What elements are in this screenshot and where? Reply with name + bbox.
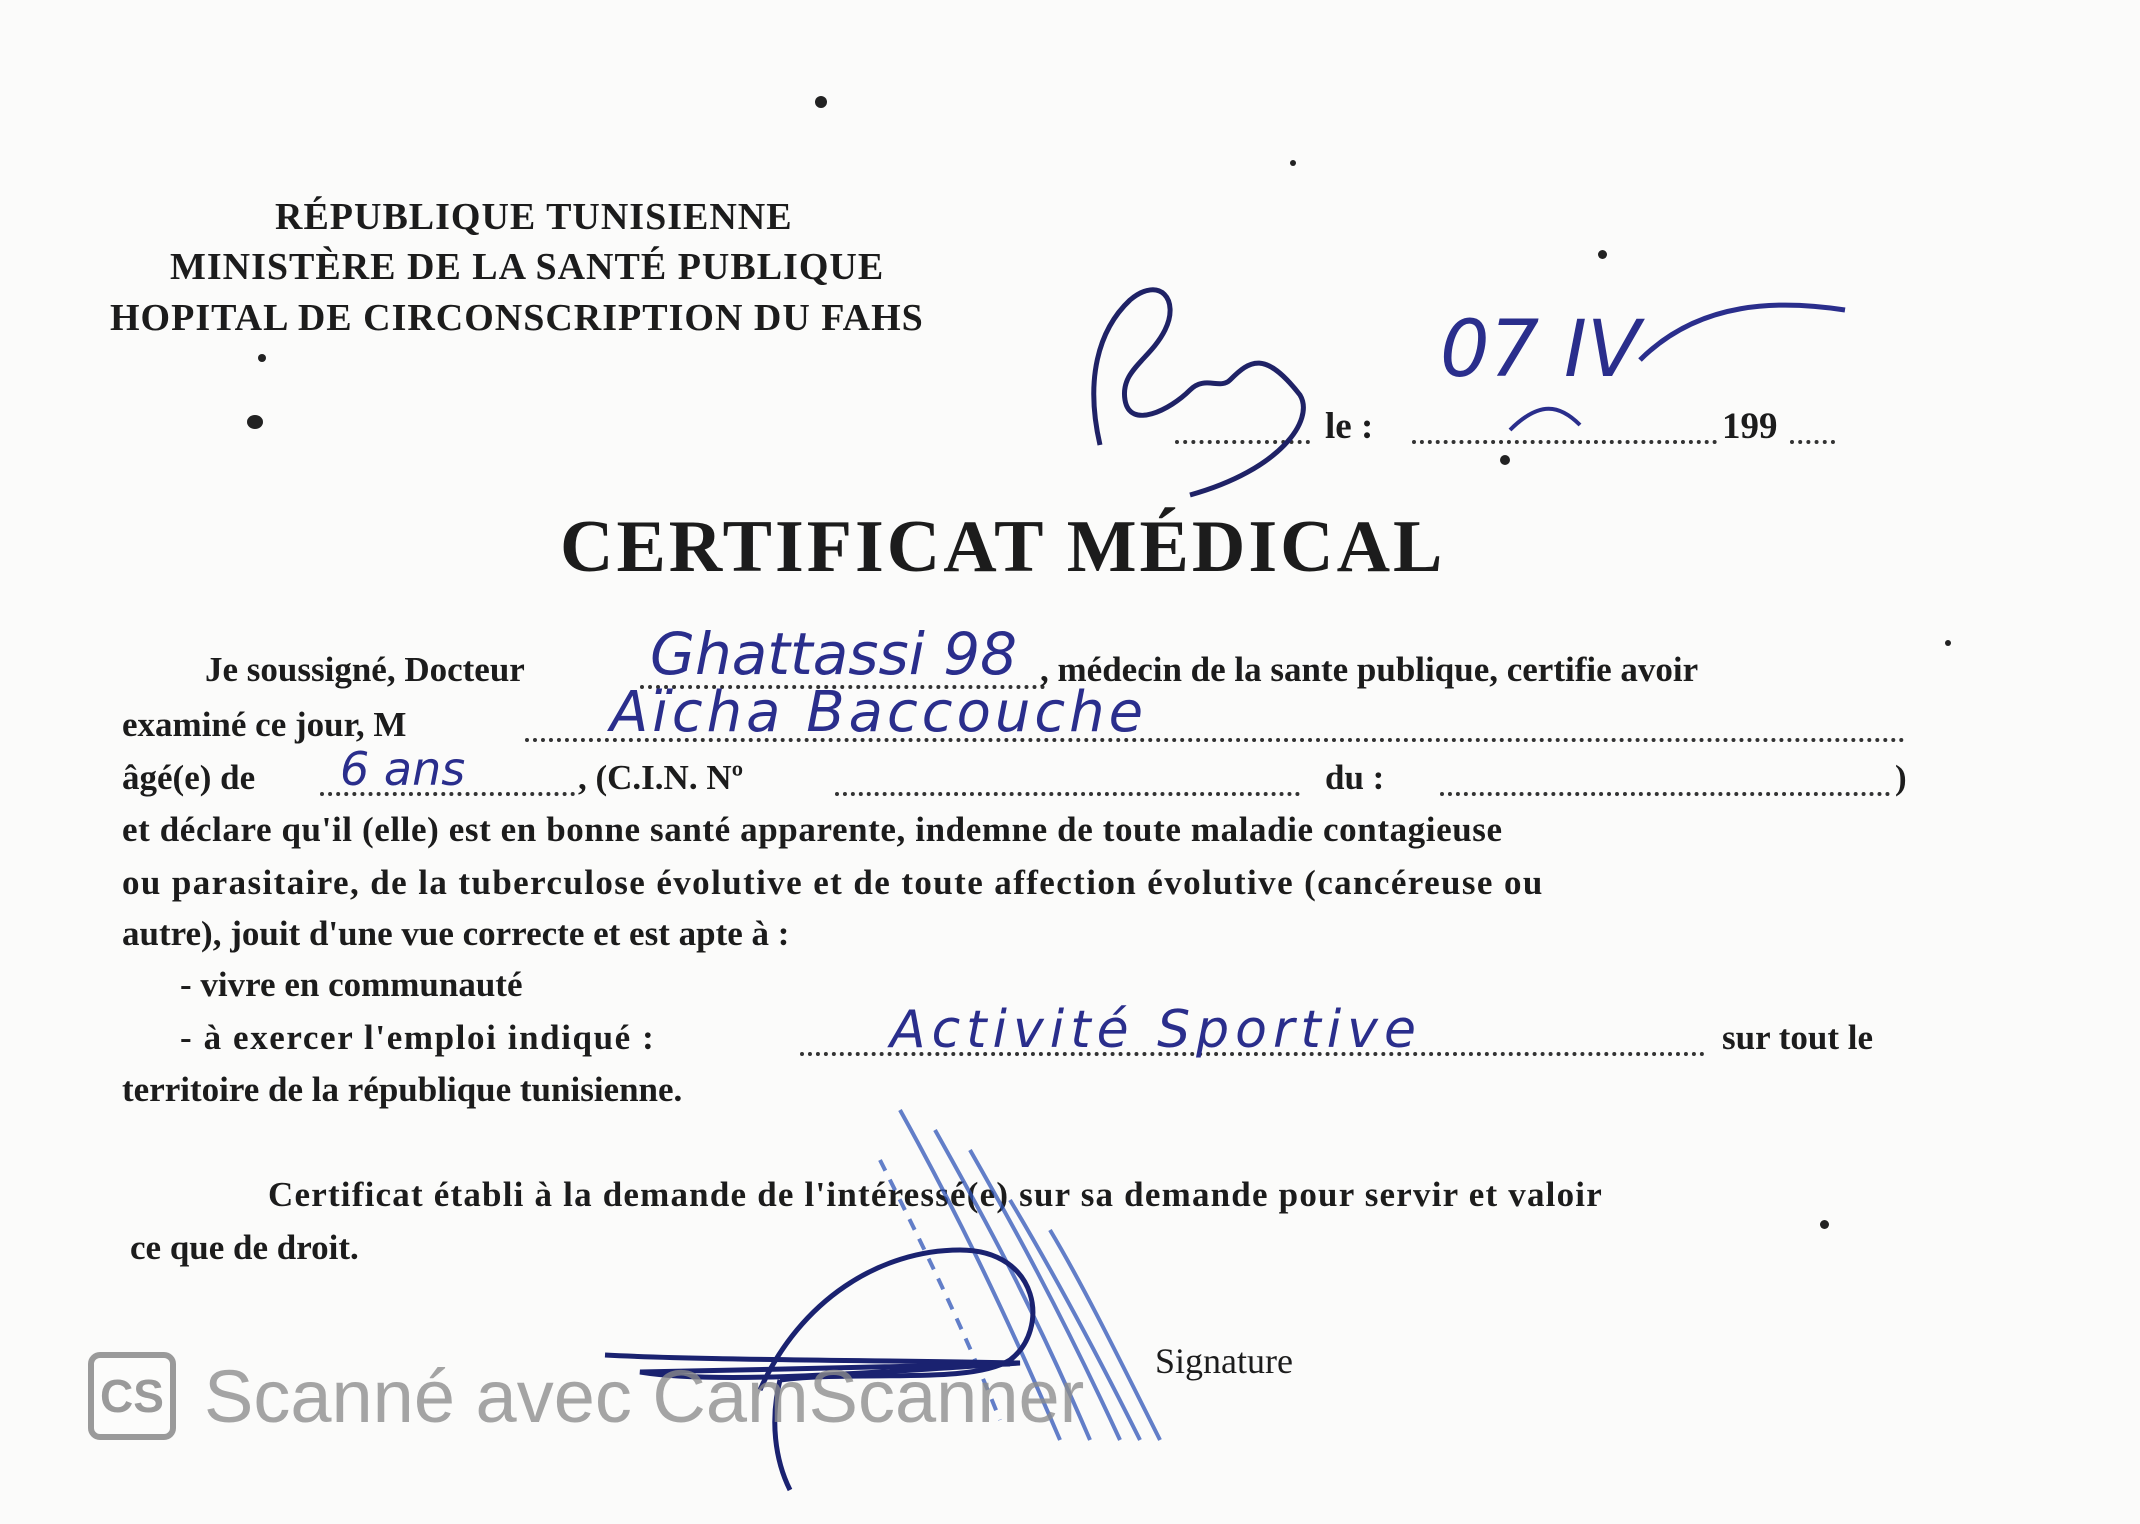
doctor-label: Je soussigné, Docteur [205, 650, 525, 689]
cin-date-label: du : [1325, 758, 1385, 797]
signature-label: Signature [1155, 1341, 1293, 1381]
body-line-health: et déclare qu'il (elle) est en bonne santé apparente, indemne de toute maladie contagieuse [122, 810, 1503, 849]
handwritten-activity: Activité Sportive [890, 1000, 1422, 1060]
camscanner-text: Scanné avec CamScanner [204, 1354, 1085, 1438]
employment-label: - à exercer l'emploi indiqué : [180, 1018, 656, 1057]
speck [1945, 640, 1951, 646]
camscanner-logo-icon: CS [88, 1352, 176, 1440]
camscanner-watermark [88, 1352, 1084, 1440]
body-line-vision: autre), jouit d'une vue correcte et est apte à : [122, 914, 790, 953]
date-year: 199 [1722, 406, 1778, 447]
speck [247, 415, 263, 429]
date-label: le : [1325, 406, 1374, 447]
patient-label: examiné ce jour, M [122, 705, 407, 744]
handwritten-date: 07 IV [1440, 305, 1641, 395]
cin-label: , (C.I.N. Nº [578, 758, 744, 797]
paraphe-stroke [1094, 290, 1304, 495]
handwritten-doctor: Ghattassi 98 [650, 620, 1018, 688]
speck [1820, 1220, 1829, 1229]
body-line-community: - vivre en communauté [180, 965, 523, 1004]
speck [1500, 455, 1510, 465]
body-line-tuberculosis: ou parasitaire, de la tuberculose évolutive et de toute affection évolutive (cancéreuse ou [122, 863, 1544, 902]
body-line-right: ce que de droit. [130, 1228, 359, 1267]
cin-close-paren: ) [1895, 758, 1907, 797]
certificate-title: CERTIFICAT MÉDICAL [560, 506, 1446, 588]
header-hospital: HOPITAL DE CIRCONSCRIPTION DU FAHS [110, 297, 924, 339]
speck [815, 96, 827, 108]
speck [1290, 160, 1296, 166]
header-republic: RÉPUBLIQUE TUNISIENNE [275, 196, 793, 238]
body-line-request: Certificat établi à la demande de l'intéressé(e) sur sa demande pour servir et valoir [268, 1175, 1603, 1214]
handwritten-patient: Aïcha Baccouche [610, 680, 1148, 745]
speck [1598, 250, 1607, 259]
speck [258, 354, 266, 362]
territory-suffix: sur tout le [1722, 1018, 1874, 1057]
age-label: âgé(e) de [122, 758, 256, 797]
doctor-title-text: , médecin de la sante publique, certifie avoir [1040, 650, 1699, 689]
body-line-territory: territoire de la république tunisienne. [122, 1070, 683, 1109]
handwritten-age: 6 ans [340, 742, 466, 796]
header-ministry: MINISTÈRE DE LA SANTÉ PUBLIQUE [170, 246, 885, 288]
